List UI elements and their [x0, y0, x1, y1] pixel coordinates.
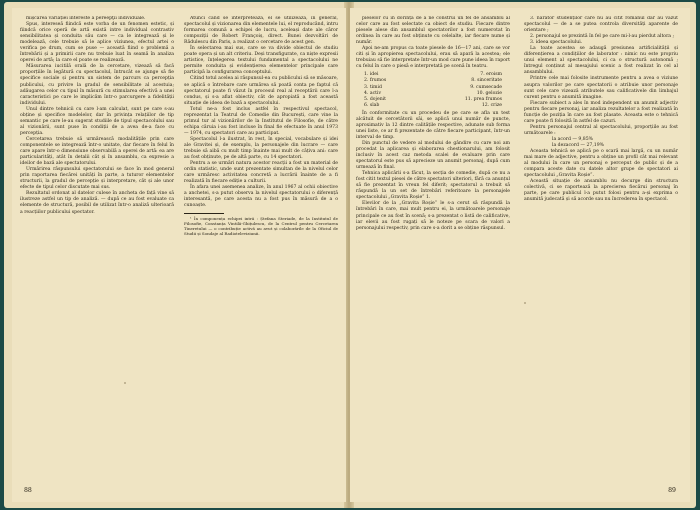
trait-list-item: 9. cumsecade [470, 84, 502, 90]
paragraph: Atunci când se interpretează, el se utilizează, în general, spectacolul și vizionarea din elementele lui, el reproducând, intru formarea comună a echipei de lucru, aceleași date ale căror compoziții de Robert Françoiș, direct. Bunei dezvoltări de Rădulescu din Paris, a realizat o cercetare de acest gen. [184, 16, 338, 46]
paragraph: Spus, intereseă fiindcă este vorba de un fenomen estetic, și fiindcă orice operă de artă există intre individual contrastiv sensibilitatea și conduita său care — ca le integrează și le modelează, cele trebuie să le aplice viziunea, efectul artei o verifica pe drum, cum se puse — această fiind o problemă a întrebării și a primirii care nu trebuie luat în seamă în analiza operei de artă; la care el poate se realizează. [20, 22, 174, 64]
paragraph: Citind totul acelea ai răspunsul-ea cu publicului să se măsoare, se aplică o întrebare care urmărea să poată conta pe faptul că spectatorul poate fi văzut în procesul real al receptării care l-a condus, și s-a aflat obiectiv, cât de apropiată a fost această situație de ideea de bază a spectacolului. [184, 76, 338, 106]
trait-list-item: 3. timid [364, 84, 382, 90]
paragraph: pieselor cu în dorința de a ne construi un fel de ansamblu al celor care au fost selectate ca obiect de studiu. Fiecare dintre piesele alese din ansamblul spectatorilor a fost numerotat în ordinea în care au fost obținute cu celelalte, iar fiecare nume și număr. [356, 16, 510, 46]
trait-list-item: 5. dojenit [364, 96, 386, 102]
trait-list [356, 72, 510, 108]
right-page [350, 8, 690, 502]
paper-speck [124, 382, 126, 384]
stat-line: la dezacord — 27,19% [552, 142, 605, 148]
left-page-column-2 [184, 16, 338, 486]
paragraph: Urmărirea răspunsului spectatorului se face în mod general prin raportarea fiecărei unități în parte, a tuturor elementelor structurii, la gradul de percepție și interpretare, cât și ale unor efecte de tipul celor discutate mai sus. [20, 167, 174, 191]
paragraph: Din punctul de vedere al modului de gândire cu care noi am procedat la aplicarea și elaborarea chestionarului, am folosit inclusiv în acest caz metoda scalei de evaluare prin care spectatorul este pus să aprecieze un anumit personaj, după cum urmează în final. [356, 140, 510, 171]
paragraph: Printre cele mai folosite instrumente pentru a avea o viziune asupra valorilor pe care spectatorii o atribuie unor personaje sunt cele care vizează atributele sau calificativele din limbajul curent pentru o anumită imagine. [524, 76, 678, 100]
paragraph: Apoi ne-am propus ca toate piesele de 16—17 ani, care se vor citi și în apropierea spectacolului, erau să apară la acestea; ele trebuiau să fie interpretate într-un mod care pune ideea în raport cu felul în care o piesă e interpretată pe scenă în teatru. [356, 46, 510, 70]
left-page-column-1 [20, 16, 174, 486]
right-page-column-2 [524, 16, 678, 486]
paragraph: 3. narator studenților care nu au citit romanul dar au văzut spectacolul — de a se putea controla diversități aparente de orientare ; [524, 16, 678, 34]
paragraph: Totul ne-a fost inclus astfel în respectivul spectacol, reprezentat la Teatrul de Comedie din București, care vine la primul tur al vizionărilor de la Institutul de Filosofie, de către echipa căruia i-au fost incluse în final fie efectuate în anul 1973 — 1974, cu spectatori care au participat. [184, 106, 338, 136]
paragraph: 3. ideea spectacolului. [530, 40, 583, 46]
paper-speck [524, 302, 526, 304]
paragraph: Rezultatul ordonat al datelor culese în ancheta de față vine să ilustreze astfel un tip de analiză. — după ce au fost evaluate ca elemente de structură, posibil de utilizat într-o analiză ulterioară a reacțiilor publicului spectator. [20, 191, 174, 215]
stat-line: la acord — 9,85% [552, 136, 593, 142]
footnote: ¹ În componența echipei intră : Ștefana Steriade, de la Institutul de Filosofie, Constanța Vintilă-Ghițulescu, de la Centrul pentru Cercetarea Tineretului — o contribuție activă au avut și colaborările de la Oficiul de Studii și Sondaje al Radioteleviziunii. [184, 215, 338, 236]
paragraph: Unul dintre tehnicii cu care l-am calculat, sunt pe care s-au obține și specifice modelelor, dar în privința relațiilor de tip semantic pe care le-au sugerat studiile de tipul spectacolului sau al vizionării, sunt puse în condiții de a avea de-a face cu percepția. [20, 106, 174, 136]
paragraph: Măsurarea iucitilă orală de la cercetare, vizează să facă proporțiile în legătură cu spectacolul, întrucât se ajunge să fie specifice sociale și pentru un sistem de parcurs ca percepția publicului, cu privire la gradul de sensibilitate al acestuia; adăugarea celor cu tipul în măsură cu stimularea efectivă a unei caracteristici pe care le implicăm într-o parcurgere a fidelității individului. [20, 64, 174, 106]
trait-list-item: 12. crize [481, 102, 502, 108]
book-spread [4, 2, 696, 508]
trait-list-item: 6. slab [364, 102, 380, 108]
paragraph: Spectacolul l-a ilustrat, în rest, în special, vocabulare și idei ale Gravitei și, de exemplu, la personajele din lucrare — care trebuie să aibă cu mult timp înainte mai mult de câțiva ani: care au fost obținute, pe de altă parte, cu 14 spectatori. [184, 136, 338, 161]
paragraph: În conformitate cu un procedeu de pe care se afla un test alcătuit de cercetătorii săi, se aplică unui număr de puncte, aproximativ la 12 dintre calitățile respective, adunate sub forma unei liste, ce ar fi prezentate de către fiecare participant, într-un interval de timp. [356, 110, 510, 140]
paragraph: Tehnica aplicării s-a făcut, la secția de comedie, după ce nu a fost citit textul piesei de către spectatori ulteriori, fără ca anunțul să fie prezentat în vreun fel diferit; spectatorul a trebuit să răspundă la un set de întrebări referitoare la personajele spectacolului „Gravita Roșie” 1. [356, 171, 510, 201]
paragraph: Aceasta tehnică se aplică pe o scară mai largă, cu un număr mai mare de adjective, pentru a obține un profil cât mai relevant al modului în care un personaj e perceput de public și de a compara aceste date cu datele altor grupe de spectatori ai spectacolului „Gravita Roșie”. [524, 149, 678, 179]
trait-list-item: 11. prea frumos [464, 96, 502, 102]
trait-list-item: 4. activ [364, 90, 382, 96]
footnote-rule [184, 213, 224, 214]
trait-list-item: 10. gelozie [476, 90, 502, 96]
stat-value: 9,85% [578, 136, 593, 142]
trait-list-item: 7. eroism [480, 72, 502, 78]
left-page [12, 8, 346, 502]
paragraph: În selectarea mai sus, care se va divide obiectul de studiu poate opera și un alt criteriu. Deși transfigurate, ca niște expresii artistice, înțelegerea textului fundamental a spectacolului ne permite conduita și evidențierea elementelor principale care participă la configurarea conceptului. [184, 46, 338, 76]
paragraph: Elevilor de la „Gravita Roșie” le s-a cerut să răspundă la întrebări în care, mai mult pentru ei, la următoarele personaje principale ce au fost în scenă; s-a prezentat o listă de calificative, iar elevii au fost rugați să le noteze pe scara de valori a personajului respectiv, prin care s-a dorit a se obține răspunsul. [356, 201, 510, 231]
paragraph: La toate acestea se adaugă presiunea artificialității și diferențierea a condițiilor de laborator : nimic nu este propriu unui element al spectacolului, ci ca o structură autonomă ; întregul conținut al mesajului scenic a fost realizat în cel al ansamblului. [524, 46, 678, 76]
right-page-column-1 [356, 16, 510, 492]
trait-list-item: 8. sinceritate [471, 78, 502, 84]
paragraph: mișcarea variației intereste a pereepţii individuale. [26, 16, 146, 21]
paragraph: 2. personajul se prezintă în fel pe care mi-l-au pierdut altora ; [530, 34, 675, 40]
trait-list-item: 1. idei [364, 72, 379, 78]
paragraph: În afara unei asemenea analize, în anul 1967 al ochii obiective a anchetei, s-a putut observa la nivelul spectatorului o diferență interesantă, pe care acesta nu a fost pus în măsură de a o cunoaște. [184, 185, 338, 209]
trait-list-row [356, 103, 510, 109]
paragraph: Această situație de ansamblu nu decurge din structura colectivă, ci se raportează la aprecierea fiecărui personaj în parte, pe care publicul l-a putut folosi pentru a-și exprima o anumită judecată și să acorde sau nu încrederea în spectacol. [524, 179, 678, 203]
trait-list-item: 2. frumos [364, 78, 387, 84]
paragraph: Fiecare subiect a ales în mod independent un anumit adjectiv pentru fiecare personaj, iar analiza rezultatelor a fost realizată în funcție de poziția în care au fost plasate. Aceasta este o tehnică care poate fi folosită în astfel de cazuri. [524, 100, 678, 124]
left-page-number: 88 [24, 487, 32, 494]
paragraph: Pentru personajul central al spectacolului, proporțiile au fost următoarele : [524, 124, 678, 136]
stat-value: 27,19% [586, 142, 605, 148]
stat-label: la dezacord [552, 142, 579, 148]
paragraph: Pentru a se urmări natura acestor reacții a fost un material de ordin statistic, unde sunt prezentate simultan de la nivelul celor care urmăresc activitatea concretă a lucrării înainte de a fi realizată în fiecare ediție a culturii. [184, 161, 338, 185]
right-page-number: 89 [668, 487, 676, 494]
stat-label: la acord [552, 136, 571, 142]
paragraph: Cercetarea trebuie să urmărească modalitățile prin care componentele se integrează într-o unitate, dar fiecare în felul în care apare într-o dimensiune observabilă a operei de artă: ea are particularități, atât în detalii cât și în ansamblu, ca expresie a ideilor de bază ale spectatorului. [20, 136, 174, 167]
